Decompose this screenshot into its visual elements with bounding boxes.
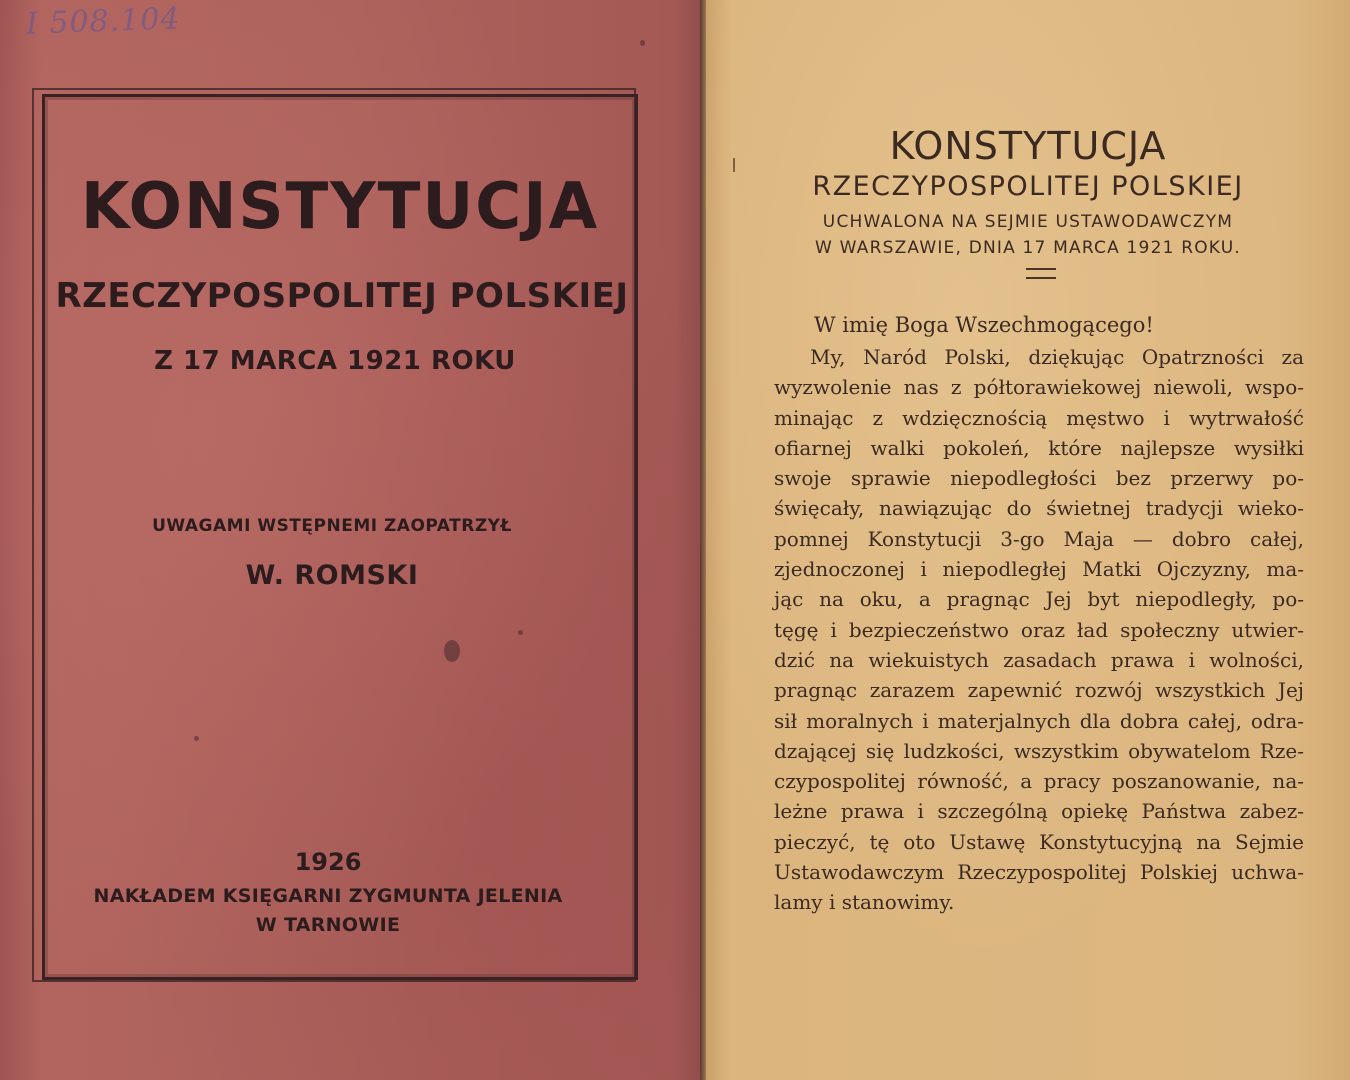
paper-stain (518, 630, 523, 635)
preamble-line: lamy i stanowimy. (774, 890, 955, 915)
preamble-line: dzić na wiekuistych zasadach prawa i wolności, (774, 647, 1304, 672)
preamble-line: sił moralnych i materjalnych dla dobra całej, odra- (774, 708, 1304, 733)
paper-stain (194, 736, 199, 741)
cover-year: 1926 (294, 848, 362, 876)
preamble-line: swoje sprawie niepodległości bez przerwy po- (774, 466, 1304, 491)
preamble-line: dzającej się ludzkości, wszystkim obywatelom Rze- (774, 738, 1304, 763)
preamble-line: święcały, nawiązując do świetnej tradycji wieko- (774, 496, 1304, 521)
cover-publisher: NAKŁADEM KSIĘGARNI ZYGMUNTA JELENIA (93, 885, 563, 907)
preamble-text (774, 342, 1304, 918)
preamble-line: zjednoczonej i niepodległej Matki Ojczyzny, ma- (774, 557, 1304, 582)
cover-date: Z 17 MARCA 1921 ROKU (154, 346, 516, 376)
page-note-line-1: UCHWALONA NA SEJMIE USTAWODAWCZYM (822, 212, 1234, 232)
cover-subtitle: RZECZYPOSPOLITEJ POLSKIEJ (55, 276, 629, 316)
preamble-line: pieczyć, tę oto Ustawę Konstytucyjną na Sejmie (774, 829, 1304, 854)
library-shelfmark: I 508.104 (25, 1, 182, 42)
page-subtitle: RZECZYPOSPOLITEJ POLSKIEJ (812, 171, 1244, 202)
preamble-line: pomnej Konstytucji 3-go Maja — dobro całej, (774, 526, 1304, 551)
cover-place: W TARNOWIE (255, 914, 401, 936)
preamble-line: Ustawodawczym Rzeczypospolitej Polskiej uchwa- (774, 860, 1304, 885)
preamble-line: czypospolitej równość, a pracy poszanowanie, na- (774, 769, 1304, 794)
preamble-line: ofiarnej walki pokoleń, które najlepsze wysiłki (774, 435, 1304, 460)
cover-title: KONSTYTUCJA (80, 170, 600, 244)
page-note-line-2: W WARSZAWIE, DNIA 17 MARCA 1921 ROKU. (815, 238, 1241, 258)
title-page (706, 0, 1350, 1080)
paper-stain (444, 640, 460, 662)
preamble-line: wyzwolenie nas z półtorawiekowej niewoli, wspo- (774, 375, 1304, 400)
cover-editor-note: UWAGAMI WSTĘPNEMI ZAOPATRZYŁ (152, 516, 512, 536)
preamble-line: pragnąc zarazem zapewnić rozwój wszystkich Jej (774, 678, 1304, 703)
paper-stain (640, 40, 645, 46)
preamble-line: leżne prawa i szczególną opiekę Państwa zabez- (774, 799, 1304, 824)
invocation-line: W imię Boga Wszechmogącego! (814, 313, 1154, 337)
double-rule-divider (1026, 268, 1056, 279)
preamble-line: jąc na oku, a pragnąc Jej byt niepodległy, po- (774, 587, 1304, 612)
preamble-line: My, Naród Polski, dziękując Opatrzności za (810, 345, 1304, 369)
cover-editor: W. ROMSKI (245, 560, 419, 591)
preamble-line: minając z wdzięcznością męstwo i wytrwałość (774, 405, 1304, 430)
preamble-line: tęgę i bezpieczeństwo oraz ład społeczny utwier- (774, 617, 1304, 642)
page-title: KONSTYTUCJA (889, 124, 1167, 168)
